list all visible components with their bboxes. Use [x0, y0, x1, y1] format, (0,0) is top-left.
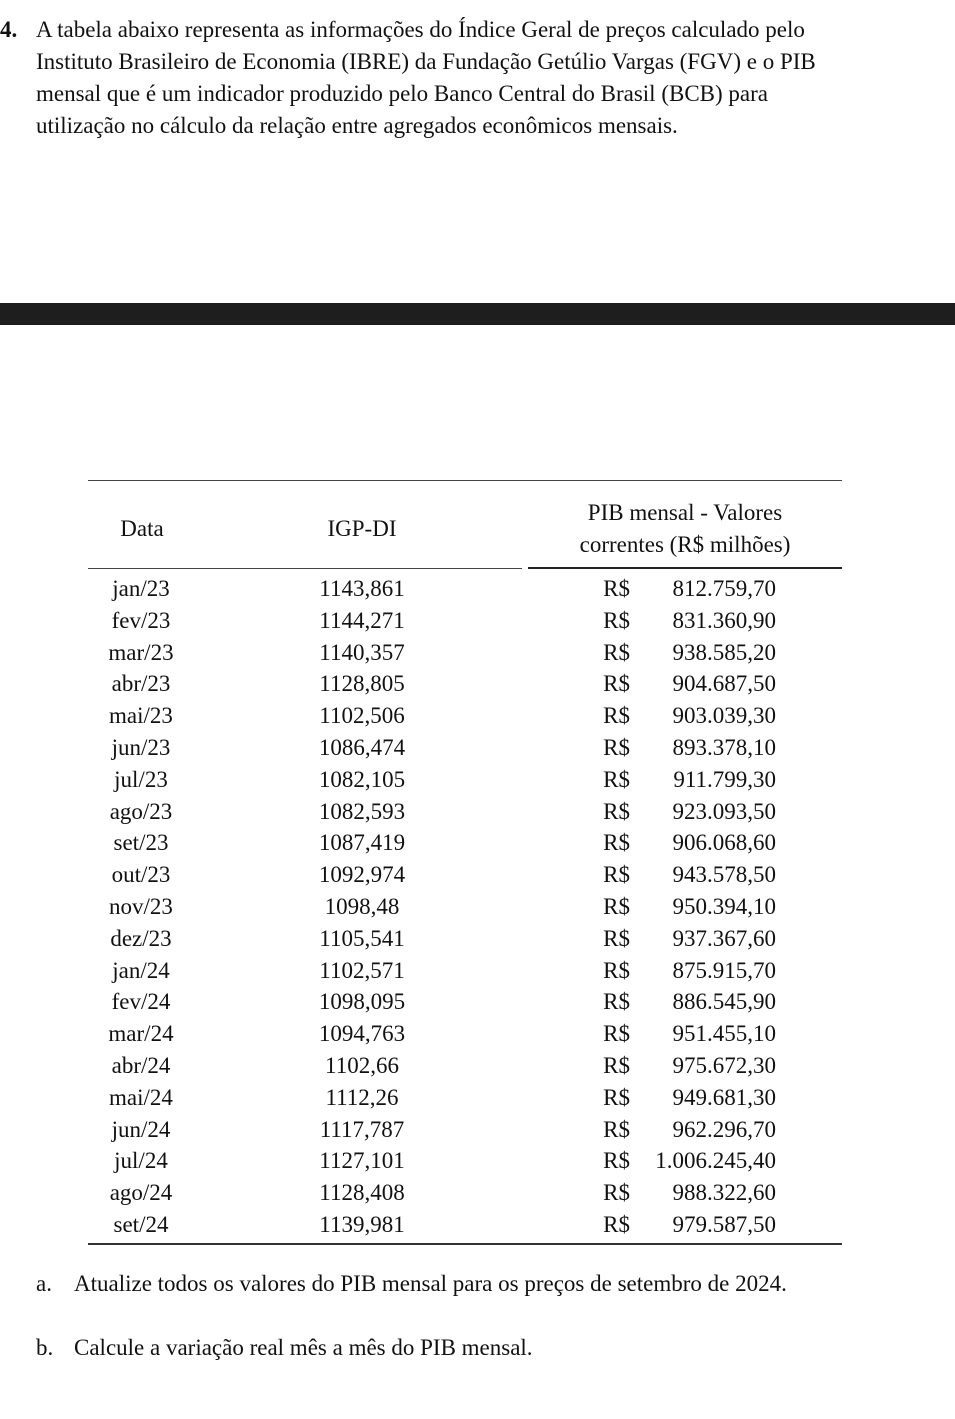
cell-pib-value: 979.587,50 — [672, 1211, 776, 1237]
cell-igp: 1102,571 — [319, 957, 405, 983]
cell-currency: R$ — [603, 734, 630, 760]
cell-pib — [530, 732, 842, 764]
question-text-line-1: A tabela abaixo representa as informações do Índice Geral de preços calculado pelo — [36, 17, 805, 42]
cell-igp: 1098,48 — [324, 893, 400, 919]
cell-data: nov/23 — [109, 893, 173, 919]
header-pib-line-2: correntes (R$ milhões) — [579, 532, 791, 557]
question-number: 4. — [0, 17, 18, 42]
cell-pib — [530, 986, 842, 1018]
sub-question-text: Calcule a variação real mês a mês do PIB mensal. — [74, 1335, 533, 1360]
sub-question-text: Atualize todos os valores do PIB mensal para os preços de setembro de 2024. — [74, 1271, 787, 1296]
cell-currency: R$ — [603, 925, 630, 951]
table-bottom-rules — [88, 1241, 842, 1247]
cell-data: fev/23 — [111, 607, 171, 633]
cell-igp: 1092,974 — [318, 862, 406, 888]
table-row — [88, 668, 842, 700]
cell-pib — [530, 1177, 842, 1209]
cell-data: jan/24 — [112, 957, 170, 983]
cell-data: abr/24 — [111, 1052, 171, 1078]
cell-pib-value: 1.006.245,40 — [655, 1148, 776, 1174]
question-line — [0, 14, 937, 46]
cell-igp: 1128,408 — [319, 1180, 405, 1206]
cell-pib-value: 938.585,20 — [672, 639, 776, 665]
cell-pib-value: 962.296,70 — [672, 1116, 776, 1142]
cell-pib-value: 943.578,50 — [672, 862, 776, 888]
cell-currency: R$ — [603, 862, 630, 888]
table-row — [88, 605, 842, 637]
cell-currency: R$ — [603, 1180, 630, 1206]
cell-pib — [530, 1082, 842, 1114]
table-row — [88, 1018, 842, 1050]
cell-pib — [530, 573, 842, 605]
cell-igp: 1144,271 — [319, 607, 405, 633]
cell-pib — [530, 891, 842, 923]
cell-pib-value: 975.672,30 — [672, 1052, 776, 1078]
cell-pib — [530, 1209, 842, 1241]
cell-data: abr/23 — [111, 671, 171, 697]
cell-igp: 1082,593 — [318, 798, 406, 824]
cell-currency: R$ — [603, 766, 630, 792]
cell-currency: R$ — [603, 671, 630, 697]
cell-igp: 1112,26 — [325, 1084, 399, 1110]
table-row — [88, 764, 842, 796]
question-text-line-2: Instituto Brasileiro de Economia (IBRE) da Fundação Getúlio Vargas (FGV) e o PIB — [36, 49, 816, 74]
cell-pib — [530, 1114, 842, 1146]
cell-pib — [530, 637, 842, 669]
cell-pib-value: 950.394,10 — [672, 893, 776, 919]
cell-data: mai/24 — [109, 1084, 173, 1110]
cell-currency: R$ — [603, 1052, 630, 1078]
question-text-line-3: mensal que é um indicador produzido pelo Banco Central do Brasil (BCB) para — [36, 81, 768, 106]
cell-pib-value: 812.759,70 — [672, 576, 776, 601]
cell-data: jun/24 — [111, 1116, 171, 1142]
cell-currency: R$ — [603, 639, 630, 665]
table-top-rule — [88, 480, 842, 481]
cell-igp: 1098,095 — [318, 989, 406, 1015]
cell-pib — [530, 827, 842, 859]
cell-currency: R$ — [603, 576, 630, 601]
cell-pib — [530, 955, 842, 987]
cell-data: set/23 — [113, 830, 169, 856]
page-divider-band — [0, 303, 955, 325]
cell-currency: R$ — [603, 1084, 630, 1110]
cell-igp: 1140,357 — [319, 639, 405, 665]
question-text-line-4: utilização no cálculo da relação entre agregados econômicos mensais. — [36, 113, 678, 138]
cell-data: jan/23 — [112, 576, 170, 601]
cell-data: jun/23 — [111, 734, 171, 760]
cell-pib-value: 893.378,10 — [672, 734, 776, 760]
table-row — [88, 1114, 842, 1146]
cell-currency: R$ — [603, 798, 630, 824]
sub-question-letter: a. — [36, 1271, 52, 1296]
table-row — [88, 637, 842, 669]
cell-pib-value: 949.681,30 — [672, 1084, 776, 1110]
cell-pib — [530, 796, 842, 828]
question-block — [0, 14, 937, 142]
cell-pib-value: 988.322,60 — [672, 1180, 776, 1206]
table-row — [88, 1145, 842, 1177]
table-row — [88, 1082, 842, 1114]
cell-pib — [530, 923, 842, 955]
cell-igp: 1128,805 — [319, 671, 405, 697]
cell-pib-value: 904.687,50 — [672, 671, 776, 697]
cell-pib — [530, 764, 842, 796]
cell-data: ago/24 — [109, 1180, 173, 1206]
cell-pib-value: 886.545,90 — [672, 989, 776, 1015]
cell-pib-value: 923.093,50 — [672, 798, 776, 824]
cell-currency: R$ — [603, 703, 630, 729]
table-header-row — [88, 493, 842, 565]
cell-pib-value: 875.915,70 — [672, 957, 776, 983]
cell-igp: 1143,861 — [319, 576, 405, 601]
header-data: Data — [120, 516, 164, 541]
table-row — [88, 827, 842, 859]
sub-questions — [36, 1268, 936, 1364]
cell-data: fev/24 — [111, 989, 171, 1015]
table-row — [88, 955, 842, 987]
cell-currency: R$ — [603, 1211, 630, 1237]
header-pib — [528, 497, 842, 561]
table-row — [88, 1050, 842, 1082]
cell-data: jul/23 — [114, 766, 168, 792]
cell-pib — [530, 1050, 842, 1082]
cell-pib-value: 951.455,10 — [672, 1021, 776, 1047]
cell-data: set/24 — [113, 1211, 169, 1237]
cell-currency: R$ — [603, 1116, 630, 1142]
cell-pib — [530, 1145, 842, 1177]
table-row — [88, 1209, 842, 1241]
cell-igp: 1105,541 — [319, 925, 405, 951]
cell-currency: R$ — [603, 1021, 630, 1047]
cell-pib — [530, 700, 842, 732]
cell-currency: R$ — [603, 989, 630, 1015]
table-row — [88, 859, 842, 891]
cell-igp: 1086,474 — [318, 734, 406, 760]
cell-currency: R$ — [603, 957, 630, 983]
cell-pib — [530, 668, 842, 700]
cell-currency: R$ — [603, 1148, 630, 1174]
cell-igp: 1102,506 — [319, 703, 405, 729]
cell-igp: 1139,981 — [319, 1211, 405, 1237]
cell-igp: 1127,101 — [319, 1148, 405, 1174]
cell-data: mar/23 — [108, 639, 174, 665]
cell-pib — [530, 859, 842, 891]
table-row — [88, 923, 842, 955]
header-igp: IGP-DI — [327, 516, 397, 541]
cell-pib-value: 911.799,30 — [673, 766, 776, 792]
table-body — [88, 573, 842, 1241]
cell-pib-value: 937.367,60 — [672, 925, 776, 951]
cell-currency: R$ — [603, 830, 630, 856]
sub-question-a — [36, 1268, 936, 1300]
cell-currency: R$ — [603, 607, 630, 633]
cell-pib-value: 906.068,60 — [672, 830, 776, 856]
cell-data: ago/23 — [109, 798, 173, 824]
cell-igp: 1082,105 — [318, 766, 406, 792]
cell-igp: 1087,419 — [318, 830, 406, 856]
table-row — [88, 1177, 842, 1209]
cell-igp: 1117,787 — [319, 1116, 405, 1142]
table-row — [88, 573, 842, 605]
cell-igp: 1094,763 — [318, 1021, 406, 1047]
question-line — [0, 110, 937, 142]
header-rules — [88, 565, 842, 573]
table-row — [88, 796, 842, 828]
cell-data: dez/23 — [110, 925, 172, 951]
cell-igp: 1102,66 — [325, 1052, 399, 1078]
sub-question-b — [36, 1332, 936, 1364]
table-row — [88, 986, 842, 1018]
cell-data: mar/24 — [108, 1021, 174, 1047]
question-line — [0, 78, 937, 110]
cell-pib-value: 831.360,90 — [672, 607, 776, 633]
cell-pib — [530, 1018, 842, 1050]
cell-data: mai/23 — [109, 703, 173, 729]
cell-pib-value: 903.039,30 — [672, 703, 776, 729]
sub-question-letter: b. — [36, 1335, 54, 1360]
question-line — [0, 46, 937, 78]
header-pib-line-1: PIB mensal - Valores — [587, 500, 783, 525]
cell-data: out/23 — [111, 862, 171, 888]
cell-currency: R$ — [603, 893, 630, 919]
data-table — [88, 480, 842, 1247]
cell-data: jul/24 — [114, 1148, 168, 1174]
cell-pib — [530, 605, 842, 637]
table-row — [88, 891, 842, 923]
table-row — [88, 732, 842, 764]
table-row — [88, 700, 842, 732]
